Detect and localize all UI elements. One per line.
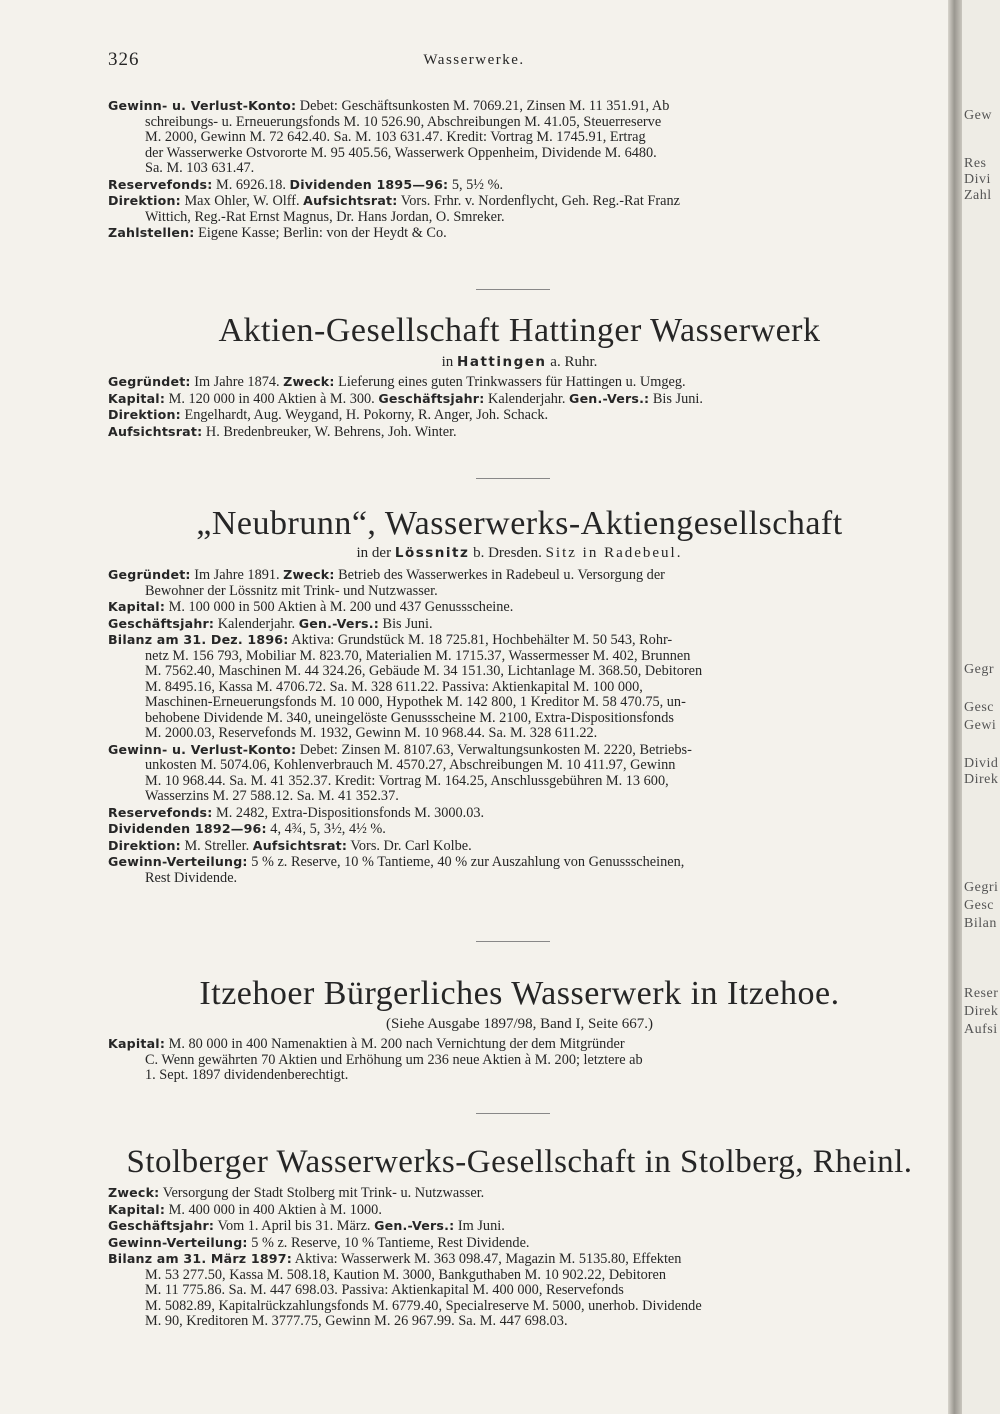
text-line: Zweck: Versorgung der Stadt Stolberg mit Trink- u. Nutzwasser. <box>108 1185 485 1201</box>
fragment-text: Bilan <box>964 916 997 931</box>
fragment-text: Res <box>964 156 987 171</box>
entry-title: Itzehoer Bürgerliches Wasserwerk in Itzehoe. <box>199 975 840 1012</box>
fragment-text: Gesc <box>964 700 994 715</box>
fragment-text: Direk <box>964 772 999 787</box>
fragment-text: Gesc <box>964 898 994 913</box>
entry-body <box>108 1036 931 1084</box>
fragment-text: Gegri <box>964 880 999 895</box>
text-line: Kapital: M. 100 000 in 500 Aktien à M. 200 und 437 Genussscheine. <box>108 599 514 615</box>
page-number: 326 <box>108 49 140 70</box>
fragment-text: Reser <box>964 986 999 1001</box>
text-line: Gewinn- u. Verlust-Konto: Debet: Zinsen M. 8107.63, Verwaltungsunkosten M. 2220, Betriebs- unkosten M. 5074.06, Kohlenverbrauch M. 4570.27, Abschreibungen M. 10 411.97, Gewinn M. 10 968.44. Sa. M. 41 352.37. Kredit: Vortrag M. 164.25, Anschlussgebühren M. 13 600, Wasserzins M. 27 588.12. Sa. M. 41 352.37. <box>108 741 692 804</box>
text-line: Gegründet: Im Jahre 1874. Zweck: Lieferung eines guten Trinkwassers für Hattingen u. Umgeg. <box>108 374 686 390</box>
entry-continuation <box>108 98 931 242</box>
section-divider <box>476 289 550 290</box>
text-line: Gewinn-Verteilung: 5 % z. Reserve, 10 % Tantieme, Rest Dividende. <box>108 1234 530 1251</box>
text-line: Kapital: M. 400 000 in 400 Aktien à M. 1000. <box>108 1201 382 1218</box>
fragment-text: Divi <box>964 172 991 187</box>
text-line: Bilanz am 31. März 1897: Aktiva: Wasserwerk M. 363 098.47, Magazin M. 5135.80, Effekten M. 53 277.50, Kassa M. 508.18, Kaution M. 3000, Bankguthaben M. 10 902.22, Debitoren M. 11 775.86. Sa. M. 447 698.03. Passiva: Aktienkapital M. 400 000, Reservefonds M. 5082.89, Kapitalrückzahlungsfonds M. 6779.40, Specialreserve M. 5000, unerhob. Dividende M. 90, Kreditoren M. 3777.75, Gewinn M. 26 967.99. Sa. M. 447 698.03. <box>108 1251 702 1329</box>
fragment-text: Direk <box>964 1004 999 1019</box>
text-line: Gewinn-Verteilung: 5 % z. Reserve, 10 % Tantieme, 40 % zur Auszahlung von Genussscheinen, Rest Dividende. <box>108 854 685 886</box>
entry-body <box>108 567 931 886</box>
text-line: Reservefonds: M. 6926.18. Dividenden 1895—96: 5, 5½ %. <box>108 176 504 193</box>
fragment-text: Zahl <box>964 188 992 203</box>
section-divider <box>476 478 550 479</box>
running-title: Wasserwerke. <box>423 52 525 68</box>
text-line: Aufsichtsrat: H. Bredenbreuker, W. Behrens, Joh. Winter. <box>108 423 457 440</box>
text-line: Direktion: Engelhardt, Aug. Weygand, H. Pokorny, R. Anger, Joh. Schack. <box>108 407 549 423</box>
text-line: Reservefonds: M. 2482, Extra-Dispositionsfonds M. 3000.03. <box>108 804 485 821</box>
text-line: Kapital: M. 120 000 in 400 Aktien à M. 300. Geschäftsjahr: Kalenderjahr. Gen.-Vers.: Bis Juni. <box>108 390 703 407</box>
entry-location: in Hattingen a. Ruhr. <box>441 354 598 370</box>
section-divider <box>476 1113 550 1114</box>
fragment-text: Gegr <box>964 662 994 677</box>
entry-body <box>108 374 931 440</box>
fragment-text: Aufsi <box>964 1022 998 1037</box>
text-line: Geschäftsjahr: Vom 1. April bis 31. März. Gen.-Vers.: Im Juni. <box>108 1218 505 1234</box>
fragment-text: Gewi <box>964 718 997 733</box>
entry-location: in der Lössnitz b. Dresden. Sitz in Radebeul. <box>356 545 683 561</box>
entry-body <box>108 1185 931 1330</box>
text-line: Kapital: M. 80 000 in 400 Namenaktien à M. 200 nach Vernichtung der dem Mitgründer C. Wenn gewährten 70 Aktien und Erhöhung um 236 neue Aktien à M. 200; letztere ab 1. Sept. 1897 dividendenberechtigt. <box>108 1036 643 1083</box>
fragment-text: Divid <box>964 756 999 771</box>
text-line: Zahlstellen: Eigene Kasse; Berlin: von der Heydt & Co. <box>108 225 447 241</box>
book-gutter <box>948 0 962 1414</box>
text-line: Gewinn- u. Verlust-Konto: Debet: Geschäftsunkosten M. 7069.21, Zinsen M. 11 351.91, Ab schreibungs- u. Erneuerungsfonds M. 10 526.90, Abschreibungen M. 41.05, Steuerreserve M. 2000, Gewinn M. 72 642.40. Sa. M. 103 631.47. Kredit: Vortrag M. 1745.91, Ertrag der Wasserwerke Ostvororte M. 95 405.56, Wasserwerk Oppenheim, Dividende M. 6480. Sa. M. 103 631.47. <box>108 98 670 176</box>
entry-title: „Neubrunn“, Wasserwerks-Aktiengesellschaft <box>196 505 843 542</box>
text-line: Geschäftsjahr: Kalenderjahr. Gen.-Vers.: Bis Juni. <box>108 615 433 632</box>
section-divider <box>476 941 550 942</box>
adjacent-page-edge <box>962 0 1000 1414</box>
text-line: Gegründet: Im Jahre 1891. Zweck: Betrieb des Wasserwerkes in Radebeul u. Versorgung der Bewohner der Lössnitz mit Trink- und Nutzwasser. <box>108 567 665 599</box>
entry-title: Stolberger Wasserwerks-Gesellschaft in Stolberg, Rheinl. <box>126 1144 913 1180</box>
text-line: Direktion: M. Streller. Aufsichtsrat: Vors. Dr. Carl Kolbe. <box>108 837 472 854</box>
text-line: Bilanz am 31. Dez. 1896: Aktiva: Grundstück M. 18 725.81, Hochbehälter M. 50 543, Rohr- netz M. 156 793, Mobiliar M. 823.70, Materialien M. 1715.37, Wassermesser M. 402, Brunnen M. 7562.40, Maschinen M. 44 324.26, Gebäude M. 34 151.30, Lichtanlage M. 368.50, Debitoren M. 8495.16, Kassa M. 4706.72. Sa. M. 328 611.22. Passiva: Aktienkapital M. 100 000, Maschinen-Erneuerungsfonds M. 10 000, Hypothek M. 142 800, 1 Kreditor M. 58 470.75, un- behobene Dividende M. 340, uneingelöste Genussscheine M. 2100, Extra-Dispositionsfonds M. 2000.03, Reservefonds M. 1932, Gewinn M. 10 968.44. Sa. M. 328 611.22. <box>108 632 703 741</box>
text-line: Direktion: Max Ohler, W. Olff. Aufsichtsrat: Vors. Frhr. v. Nordenflycht, Geh. Reg.-Rat Franz Wittich, Reg.-Rat Ernst Magnus, Dr. Hans Jordan, O. Smreker. <box>108 193 680 225</box>
text-line: Dividenden 1892—96: 4, 4¾, 5, 3½, 4½ %. <box>108 821 386 837</box>
entry-title: Aktien-Gesellschaft Hattinger Wasserwerk <box>218 312 821 349</box>
entry-reference: (Siehe Ausgabe 1897/98, Band I, Seite 667.) <box>385 1016 654 1032</box>
fragment-text: Gew <box>964 108 992 123</box>
